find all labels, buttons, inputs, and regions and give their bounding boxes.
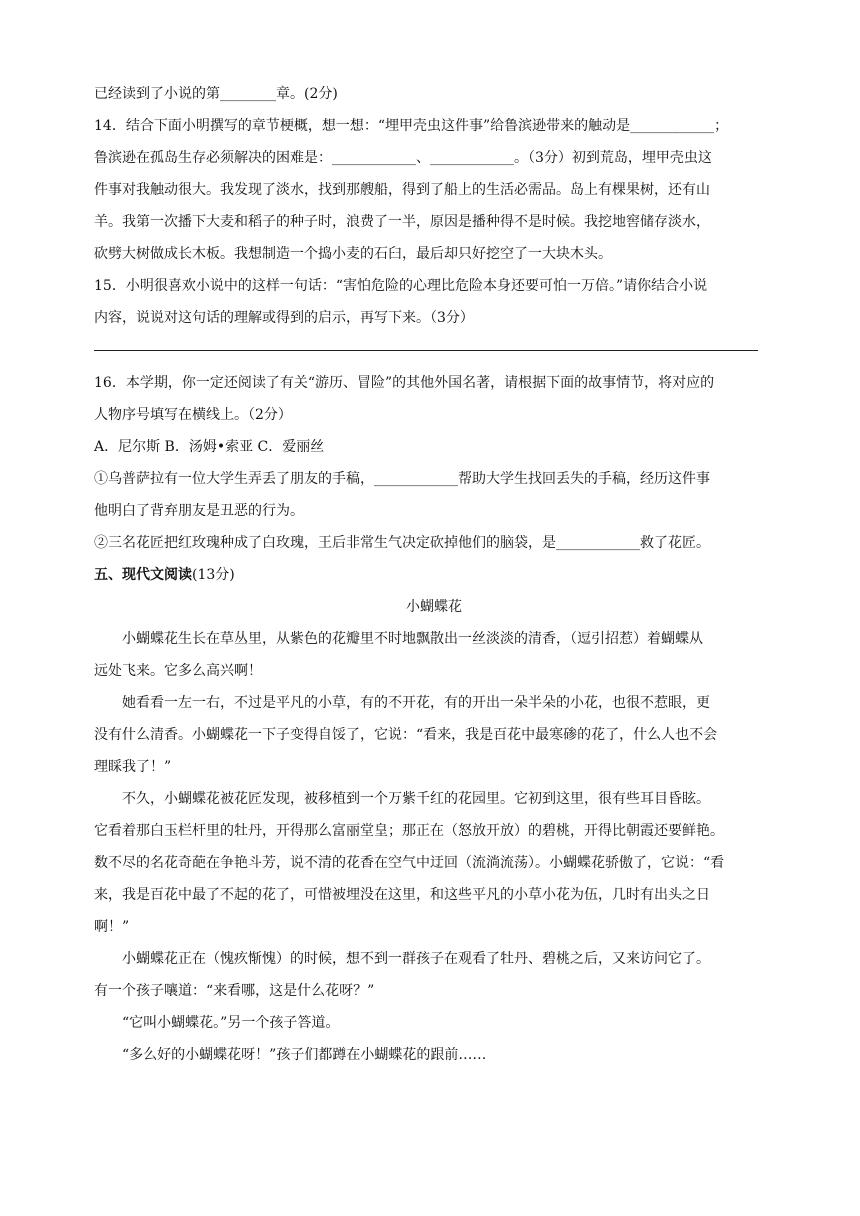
question-16-options: A．尼尔斯 B．汤姆•索亚 C．爱丽丝 [94,439,325,455]
story-p3-line-3: 数不尽的名花奇葩在争艳斗芳，说不清的花香在空气中迂回（流淌流荡）。小蝴蝶花骄傲了，它说：“看 [94,855,725,871]
question-15-line-2: 内容，说说对这句话的理解或得到的启示，再写下来。（3分） [94,310,474,326]
story-p4-line-1: 小蝴蝶花正在（愧疚惭愧）的时候，想不到一群孩子在观看了牡丹、碧桃之后，又来访问它了。 [122,951,710,967]
story-p1-line-1: 小蝴蝶花生长在草丛里，从紫色的花瓣里不时地飘散出一丝淡淡的清香，（逗引招惹）着蝴蝶从 [122,631,703,647]
story-p3-line-4: 来，我是百花中最了不起的花了，可惜被埋没在这里，和这些平凡的小草小花为伍，几时有出头之日 [94,887,710,903]
answer-line [94,350,758,351]
question-16-line-1: 16．本学期，你一定还阅读了有关“游历、冒险”的其他外国名著，请根据下面的故事情节，将对应的 [94,375,715,391]
story-p2-line-3: 理睬我了！” [94,759,172,775]
question-16-item-1-line-1: ①乌普萨拉有一位大学生弄丢了朋友的手稿，____________帮助大学生找回丢失的手稿，经历这件事 [94,471,710,487]
question-16-item-2: ②三名花匠把红玫瑰种成了白玫瑰，王后非常生气决定砍掉他们的脑袋，是____________救了花匠。 [94,535,710,551]
section-title: 五、现代文阅读 [94,567,192,583]
story-p4-line-2: 有一个孩子嚷道：“来看哪，这是什么花呀？” [94,983,375,999]
story-p6: “多么好的小蝴蝶花呀！”孩子们都蹲在小蝴蝶花的跟前…… [122,1047,487,1063]
story-p1-line-2: 远处飞来。它多么高兴啊！ [94,663,262,679]
question-14-line-5: 砍劈大树做成长木板。我想制造一个捣小麦的石臼，最后却只好挖空了一大块木头。 [94,246,612,262]
question-14-line-2: 鲁滨逊在孤岛生存必须解决的困难是：____________、____________。（3分）初到荒岛，埋甲壳虫这 [94,150,712,166]
document-page [94,84,774,1065]
story-p5: “它叫小蝴蝶花。”另一个孩子答道。 [122,1015,340,1031]
question-14-line-3: 件事对我触动很大。我发现了淡水，找到那艘船，得到了船上的生活必需品。岛上有棵果树，还有山 [94,182,710,198]
section-score: (13分) [192,567,235,583]
story-title: 小蝴蝶花 [406,599,462,615]
question-14-line-1: 14．结合下面小明撰写的章节梗概，想一想：“埋甲壳虫这件事”给鲁滨逊带来的触动是____________； [94,118,729,134]
section-heading [94,565,774,585]
story-p2-line-2: 没有什么清香。小蝴蝶花一下子变得自馁了，它说：“看来，我是百花中最寒碜的花了，什么人也不会 [94,727,718,743]
question-15-line-1: 15．小明很喜欢小说中的这样一句话：“害怕危险的心理比危险本身还要可怕一万倍。”请你结合小说 [94,278,708,294]
story-p3-line-2: 它看着那白玉栏杆里的牡丹，开得那么富丽堂皇；那正在（怒放开放）的碧桃，开得比朝霞还要鲜艳。 [94,823,724,839]
question-16-line-2: 人物序号填写在横线上。（2分） [94,407,292,423]
question-16-item-1-line-2: 他明白了背弃朋友是丑恶的行为。 [94,503,304,519]
story-p3-line-1: 不久，小蝴蝶花被花匠发现，被移植到一个万紫千红的花园里。它初到这里，很有些耳目昏眩。 [122,791,710,807]
question-13-tail: 已经读到了小说的第________章。(2分) [94,86,338,102]
story-p3-line-5: 啊！” [94,919,130,935]
question-14-line-4: 羊。我第一次播下大麦和稻子的种子时，浪费了一半，原因是播种得不是时候。我挖地窖储存淡水， [94,214,710,230]
story-p2-line-1: 她看看一左一右，不过是平凡的小草，有的不开花，有的开出一朵半朵的小花，也很不惹眼，更 [122,695,710,711]
